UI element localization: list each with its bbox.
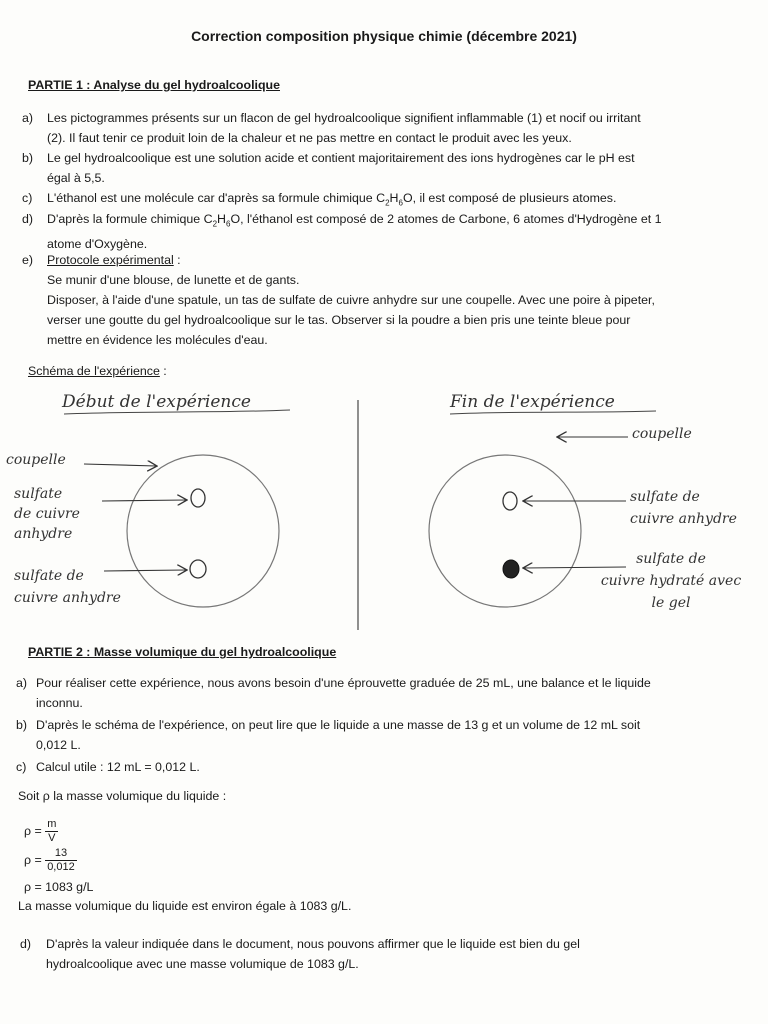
arrow-sulfate-left-1 <box>102 500 186 501</box>
text-line: mettre en évidence les molécules d'eau. <box>47 333 268 347</box>
hand-line: sulfate de <box>14 568 84 584</box>
item-text: D'après la formule chimique $C_2H_6O$, l'éthanol est composé de 2 atomes de Carbone, 6 atomes d'Hydrogène et 1 atome d'Oxygène. <box>47 209 762 254</box>
text-line: Pour réaliser cette expérience, nous avons besoin d'une éprouvette graduée de 25 mL, une balance et le liquide <box>36 676 651 690</box>
text-line: 0,012 L. <box>36 738 81 752</box>
soit-line: Soit ρ la masse volumique du liquide : <box>18 789 227 803</box>
hand-line: sulfate <box>14 486 63 502</box>
hand-line: cuivre anhydre <box>14 590 121 606</box>
text-line: verser une goutte du gel hydroalcoolique sur le tas. Observer si la poudre a bien pris une teinte bleue pour <box>47 313 631 327</box>
text-fragment: , il est composé de plusieurs atomes. <box>412 191 617 205</box>
schema-heading: Schéma de l'expérience <box>28 364 160 378</box>
part1-item-d <box>22 209 762 252</box>
part2-item-c <box>16 757 762 777</box>
item-text <box>46 934 762 974</box>
fraction-m-v <box>45 818 58 845</box>
item-text: Calcul utile : 12 mL = 0,012 L. <box>36 760 200 774</box>
hand-line: sulfate de <box>636 551 706 567</box>
text-fragment: : <box>159 364 167 378</box>
part2-item-b <box>16 715 762 755</box>
conclusion-line: La masse volumique du liquide est environ égale à 1083 g/L. <box>18 899 352 913</box>
text-line: (2). Il faut tenir ce produit loin de la chaleur et ne pas mettre en contact le produit avec les yeux. <box>47 131 572 145</box>
part2-item-a <box>16 673 762 713</box>
formula-rho-m-over-v <box>24 818 58 845</box>
numerator: m <box>47 818 57 830</box>
numerator: 13 <box>45 847 77 861</box>
right-label-coupelle: coupelle <box>632 426 692 442</box>
left-label-coupelle: coupelle <box>6 452 66 468</box>
part1-heading: PARTIE 1 : Analyse du gel hydroalcoolique <box>28 78 280 92</box>
right-sample-top <box>503 492 517 510</box>
item-label: e) <box>22 253 34 267</box>
left-diagram-title: Début de l'expérience <box>62 392 251 412</box>
text-line: Les pictogrammes présents sur un flacon de gel hydroalcoolique signifient inflammable (1) et nocif ou irritant <box>47 111 641 125</box>
denominator: V <box>48 832 56 844</box>
right-label-sulfate-2 <box>586 548 756 614</box>
text-line: Disposer, à l'aide d'une spatule, un tas de sulfate de cuivre anhydre sur une coupelle. Avec une poire à pipeter, <box>47 293 655 307</box>
left-sample-bottom <box>190 560 206 578</box>
fraction-values <box>45 847 77 874</box>
text-fragment: L'éthanol est une molécule car d'après sa formule chimique C <box>47 191 386 205</box>
item-label: d) <box>20 937 32 951</box>
item-text <box>47 108 762 148</box>
part1-item-a <box>22 108 762 148</box>
item-label: c) <box>22 191 33 205</box>
item-label: a) <box>22 111 34 125</box>
part1-item-e <box>22 250 762 350</box>
rho-equals: ρ = <box>24 852 42 867</box>
protocol-heading: Protocole expérimental <box>47 253 174 267</box>
text-fragment: , l'éthanol est composé de 2 atomes de Carbone, 6 atomes d'Hydrogène et 1 <box>240 212 662 226</box>
left-dish-circle <box>127 455 279 607</box>
rho-equals: ρ = <box>24 823 42 838</box>
formula-rho-values <box>24 847 77 874</box>
item-label: a) <box>16 676 28 690</box>
item-label: b) <box>22 151 34 165</box>
text-line: Le gel hydroalcoolique est une solution acide et contient majoritairement des ions hydrogènes car le pH est <box>47 151 635 165</box>
schema-heading-wrap <box>28 364 167 378</box>
left-label-sulfate-2 <box>14 565 121 609</box>
text-line: atome d'Oxygène. <box>47 237 148 252</box>
part1-item-b <box>22 148 762 188</box>
part2-heading: PARTIE 2 : Masse volumique du gel hydroalcoolique <box>28 645 337 659</box>
item-label: b) <box>16 718 28 732</box>
text-fragment: D'après la formule chimique C <box>47 212 213 226</box>
denominator: 0,012 <box>47 861 75 873</box>
item-label: c) <box>16 760 27 774</box>
text-line: égal à 5,5. <box>47 171 105 185</box>
left-label-sulfate-1 <box>14 484 80 544</box>
right-label-sulfate-1 <box>630 486 737 530</box>
arrow-coupelle-left <box>84 464 156 466</box>
item-text <box>36 715 762 755</box>
text-line: D'après le schéma de l'expérience, on peut lire que le liquide a une masse de 13 g et un volume de 12 mL soit <box>36 718 641 732</box>
item-label: d) <box>22 212 34 226</box>
hand-line: le gel <box>651 595 691 611</box>
item-text: L'éthanol est une molécule car d'après sa formule chimique $C_2H_6O$, il est composé de plusieurs atomes. <box>47 191 617 208</box>
text-line: Se munir d'une blouse, de lunette et de gants. <box>47 273 300 287</box>
left-sample-top <box>191 489 205 507</box>
part1-item-c <box>22 188 762 208</box>
formula-result: ρ = 1083 g/L <box>24 880 94 894</box>
hand-line: de cuivre <box>14 506 80 522</box>
right-diagram-title: Fin de l'expérience <box>450 392 615 412</box>
text-line: hydroalcoolique avec une masse volumique de 1083 g/L. <box>46 957 359 971</box>
page-title: Correction composition physique chimie (décembre 2021) <box>191 28 577 44</box>
part2-item-d <box>20 934 762 974</box>
hand-line: sulfate de <box>630 489 700 505</box>
hand-line: cuivre hydraté avec <box>600 573 742 589</box>
right-sample-bottom-hydrated <box>503 560 519 578</box>
text-line: inconnu. <box>36 696 83 710</box>
text-line: D'après la valeur indiquée dans le document, nous pouvons affirmer que le liquide est bien du gel <box>46 937 580 951</box>
item-text <box>47 148 762 188</box>
text-fragment: : <box>173 253 181 267</box>
item-text <box>36 673 762 713</box>
right-dish-circle <box>429 455 581 607</box>
hand-line: anhydre <box>14 526 73 542</box>
item-text <box>47 250 762 350</box>
hand-line: cuivre anhydre <box>630 511 737 527</box>
